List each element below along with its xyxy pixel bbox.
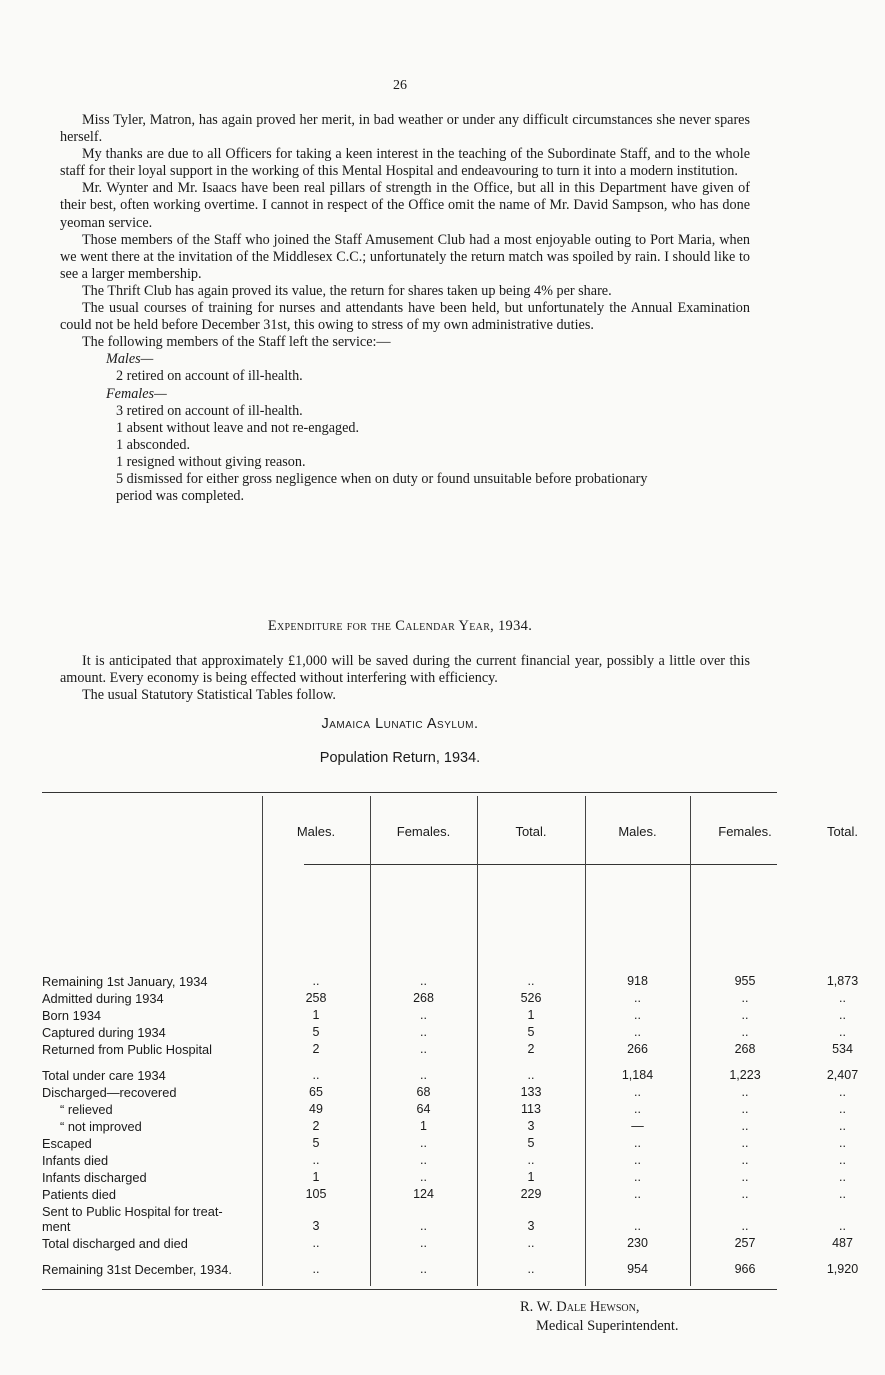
page-number: 26	[393, 78, 407, 93]
table-cell: ..	[527, 1153, 535, 1167]
column-header: Males.	[618, 824, 657, 839]
table-cell: ..	[420, 1068, 427, 1082]
table-cell: ..	[312, 1236, 320, 1250]
table-cell: ..	[420, 1236, 427, 1250]
table-cell: 1	[312, 1170, 320, 1184]
table-cell: 124	[413, 1187, 434, 1201]
table-cell: 1	[527, 1170, 535, 1184]
table-cell: ..	[527, 1262, 535, 1276]
column-header: Total.	[826, 824, 859, 839]
males-header: Males—	[106, 351, 154, 368]
table-cell: 1,184	[621, 1068, 654, 1082]
population-table	[42, 792, 859, 1292]
row-label: Total discharged and died	[42, 1236, 188, 1251]
column-header: Males.	[296, 824, 336, 839]
table-cell: ..	[634, 1025, 641, 1039]
column-header: Females.	[396, 824, 451, 839]
table-cell: 918	[627, 974, 648, 988]
table-cell: 954	[627, 1262, 648, 1276]
row-label: Discharged—recovered	[42, 1085, 177, 1100]
table-cell: 266	[627, 1042, 648, 1056]
table-cell: ..	[741, 1085, 749, 1099]
table-cell: 230	[627, 1236, 648, 1250]
table-cell: ..	[839, 1136, 846, 1150]
column-rule	[370, 796, 371, 1286]
table-cell: ..	[741, 1187, 749, 1201]
table-cell: ..	[527, 1236, 535, 1250]
paragraph-matron: Miss Tyler, Matron, has again proved her merit, in bad weather or under any difficult circumstances she never spares herself.	[60, 112, 750, 146]
table-cell: ..	[741, 1025, 749, 1039]
table-cell: 487	[832, 1236, 853, 1250]
row-label: Total under care 1934	[42, 1068, 166, 1083]
row-label: Infants died	[42, 1153, 109, 1168]
signature-title: Medical Superintendent.	[536, 1318, 679, 1334]
table-cell: ..	[634, 991, 641, 1005]
row-label: Returned from Public Hospital	[42, 1042, 212, 1057]
row-label: Captured during 1934	[42, 1025, 166, 1040]
table-cell: ..	[741, 1119, 749, 1133]
row-label: Escaped	[42, 1136, 92, 1151]
table-cell: ..	[634, 1102, 641, 1116]
column-rule	[262, 796, 263, 1286]
signature-name-text: R. W. Dale Hewson,	[520, 1299, 640, 1315]
table-cell: 955	[734, 974, 756, 988]
females-item: 1 absconded.	[116, 436, 191, 453]
table-bottom-rule	[42, 1289, 777, 1290]
table-cell: —	[631, 1119, 644, 1133]
table-title: Jamaica Lunatic Asylum.	[321, 716, 479, 732]
table-cell: ..	[527, 1068, 535, 1082]
table-cell: ..	[839, 1153, 846, 1167]
table-cell: ..	[634, 1085, 641, 1099]
females-item-continuation: period was completed.	[116, 488, 245, 505]
table-cell: 526	[520, 991, 542, 1005]
table-cell: 3	[527, 1219, 535, 1233]
table-cell: ..	[634, 1136, 641, 1150]
table-cell: ..	[839, 1025, 846, 1039]
paragraph-thanks: My thanks are due to all Officers for taking a keen interest in the teaching of the Subordinate Staff, and to the whole staff for their loyal support in the working of this Mental Hospital and endeavouring to turn it into a modern institution.	[60, 146, 750, 180]
table-cell: 1	[312, 1008, 320, 1022]
table-cell: ..	[741, 1170, 749, 1184]
table-cell: 966	[734, 1262, 756, 1276]
table-cell: ..	[839, 1219, 846, 1233]
table-cell: 5	[527, 1025, 535, 1039]
paragraph-thrift-club: The Thrift Club has again proved its value, the return for shares taken up being 4% per share.	[82, 282, 612, 299]
expenditure-heading: Expenditure for the Calendar Year, 1934.	[267, 618, 533, 634]
row-label: ment	[42, 1219, 71, 1234]
table-cell: ..	[839, 1170, 846, 1184]
table-cell: 113	[521, 1102, 541, 1116]
table-cell: 1	[420, 1119, 427, 1133]
table-cell: ..	[839, 1187, 846, 1201]
paragraph-training: The usual courses of training for nurses and attendants have been held, but unfortunately the Annual Examination could not be held before December 31st, this owing to stress of my own administrative duties.	[60, 300, 750, 334]
table-cell: 49	[309, 1102, 323, 1116]
row-label: Sent to Public Hospital for treat-	[42, 1204, 223, 1219]
table-cell: 5	[527, 1136, 535, 1150]
table-cell: ..	[741, 1102, 749, 1116]
expenditure-body	[60, 653, 750, 704]
signature-name	[520, 1299, 639, 1316]
table-cell: ..	[839, 1085, 846, 1099]
report-body	[60, 112, 750, 505]
paragraph-staff-left: The following members of the Staff left the service:—	[82, 334, 391, 351]
table-cell: 1,223	[729, 1068, 761, 1082]
paragraph-amusement-club: Those members of the Staff who joined the Staff Amusement Club had a most enjoyable outing to Port Maria, when we went there at the invitation of the Middlesex C.C.; unfortunately the return match was spoiled by rain. I should like to see a larger membership.	[60, 231, 750, 282]
table-cell: 1,873	[826, 974, 859, 988]
table-cell: ..	[420, 1262, 427, 1276]
table-cell: ..	[312, 1153, 320, 1167]
paragraph-tables-follow: The usual Statutory Statistical Tables follow.	[82, 687, 336, 704]
table-cell: ..	[420, 1042, 427, 1056]
table-cell: ..	[420, 1153, 427, 1167]
table-cell: 258	[305, 991, 327, 1005]
table-cell: ..	[634, 1219, 641, 1233]
table-cell: ..	[741, 1008, 749, 1022]
column-rule	[477, 796, 478, 1286]
header-rule	[304, 864, 777, 865]
table-cell: 105	[305, 1187, 327, 1201]
table-cell: 3	[527, 1119, 535, 1133]
table-cell: 5	[312, 1025, 320, 1039]
table-cell: ..	[634, 1170, 641, 1184]
table-cell: ..	[527, 974, 535, 988]
row-label: “ relieved	[60, 1102, 113, 1117]
table-cell: 1	[527, 1008, 535, 1022]
table-cell: 2	[312, 1119, 320, 1133]
staff-left-list	[84, 351, 750, 505]
table-cell: ..	[839, 1102, 846, 1116]
row-label: Remaining 1st January, 1934	[42, 974, 208, 989]
table-cell: ..	[741, 1219, 749, 1233]
males-item: 2 retired on account of ill-health.	[116, 368, 303, 385]
column-header: Females.	[718, 824, 772, 839]
females-item: 5 dismissed for either gross negligence when on duty or found unsuitable before probationary	[116, 470, 648, 487]
table-cell: ..	[420, 1136, 427, 1150]
table-cell: ..	[634, 1008, 641, 1022]
table-cell: 2,407	[826, 1068, 859, 1082]
females-item: 1 resigned without giving reason.	[116, 453, 306, 470]
table-cell: ..	[634, 1187, 641, 1201]
table-cell: 1,920	[826, 1262, 859, 1276]
table-cell: ..	[420, 1025, 427, 1039]
females-item: 1 absent without leave and not re-engaged.	[116, 419, 360, 436]
table-cell: ..	[839, 991, 846, 1005]
row-label: Admitted during 1934	[42, 991, 164, 1006]
column-rule	[585, 796, 586, 1286]
table-cell: 64	[416, 1102, 431, 1116]
row-label: “ not improved	[60, 1119, 142, 1134]
table-cell: 3	[312, 1219, 320, 1233]
table-top-rule	[42, 792, 777, 793]
column-rule	[690, 796, 691, 1286]
table-cell: ..	[312, 1068, 320, 1082]
row-label: Remaining 31st December, 1934.	[42, 1262, 232, 1277]
table-cell: ..	[741, 1136, 749, 1150]
table-cell: 133	[520, 1085, 542, 1099]
table-cell: 68	[416, 1085, 431, 1099]
table-cell: ..	[312, 974, 320, 988]
table-cell: ..	[420, 1170, 427, 1184]
row-label: Born 1934	[42, 1008, 102, 1023]
paragraph-savings: It is anticipated that approximately £1,000 will be saved during the current financial year, possibly a little over this amount. Every economy is being effected without interfering with efficiency.	[60, 653, 750, 687]
column-header: Total.	[515, 824, 547, 839]
table-cell: 534	[832, 1042, 853, 1056]
table-cell: ..	[839, 1008, 846, 1022]
table-cell: 5	[312, 1136, 320, 1150]
table-cell: ..	[312, 1262, 320, 1276]
table-cell: 257	[734, 1236, 756, 1250]
table-cell: ..	[839, 1119, 846, 1133]
table-cell: 268	[734, 1042, 756, 1056]
paragraph-office: Mr. Wynter and Mr. Isaacs have been real pillars of strength in the Office, but all in this Department have given of their best, often working overtime. I cannot in respect of the Office omit the name of Mr. David Sampson, who has done yeoman service.	[60, 180, 750, 231]
females-item: 3 retired on account of ill-health.	[116, 402, 303, 419]
table-cell: ..	[420, 974, 427, 988]
row-label: Infants discharged	[42, 1170, 147, 1185]
table-cell: 2	[312, 1042, 320, 1056]
row-label: Patients died	[42, 1187, 116, 1202]
table-cell: ..	[420, 1008, 427, 1022]
table-cell: ..	[741, 991, 749, 1005]
table-cell: ..	[741, 1153, 749, 1167]
table-cell: ..	[634, 1153, 641, 1167]
table-cell: 2	[527, 1042, 535, 1056]
table-cell: ..	[420, 1219, 427, 1233]
table-cell: 65	[309, 1085, 323, 1099]
females-header: Females—	[106, 385, 167, 402]
table-cell: 268	[413, 991, 434, 1005]
table-cell: 229	[520, 1187, 542, 1201]
table-subtitle: Population Return, 1934.	[319, 750, 481, 766]
